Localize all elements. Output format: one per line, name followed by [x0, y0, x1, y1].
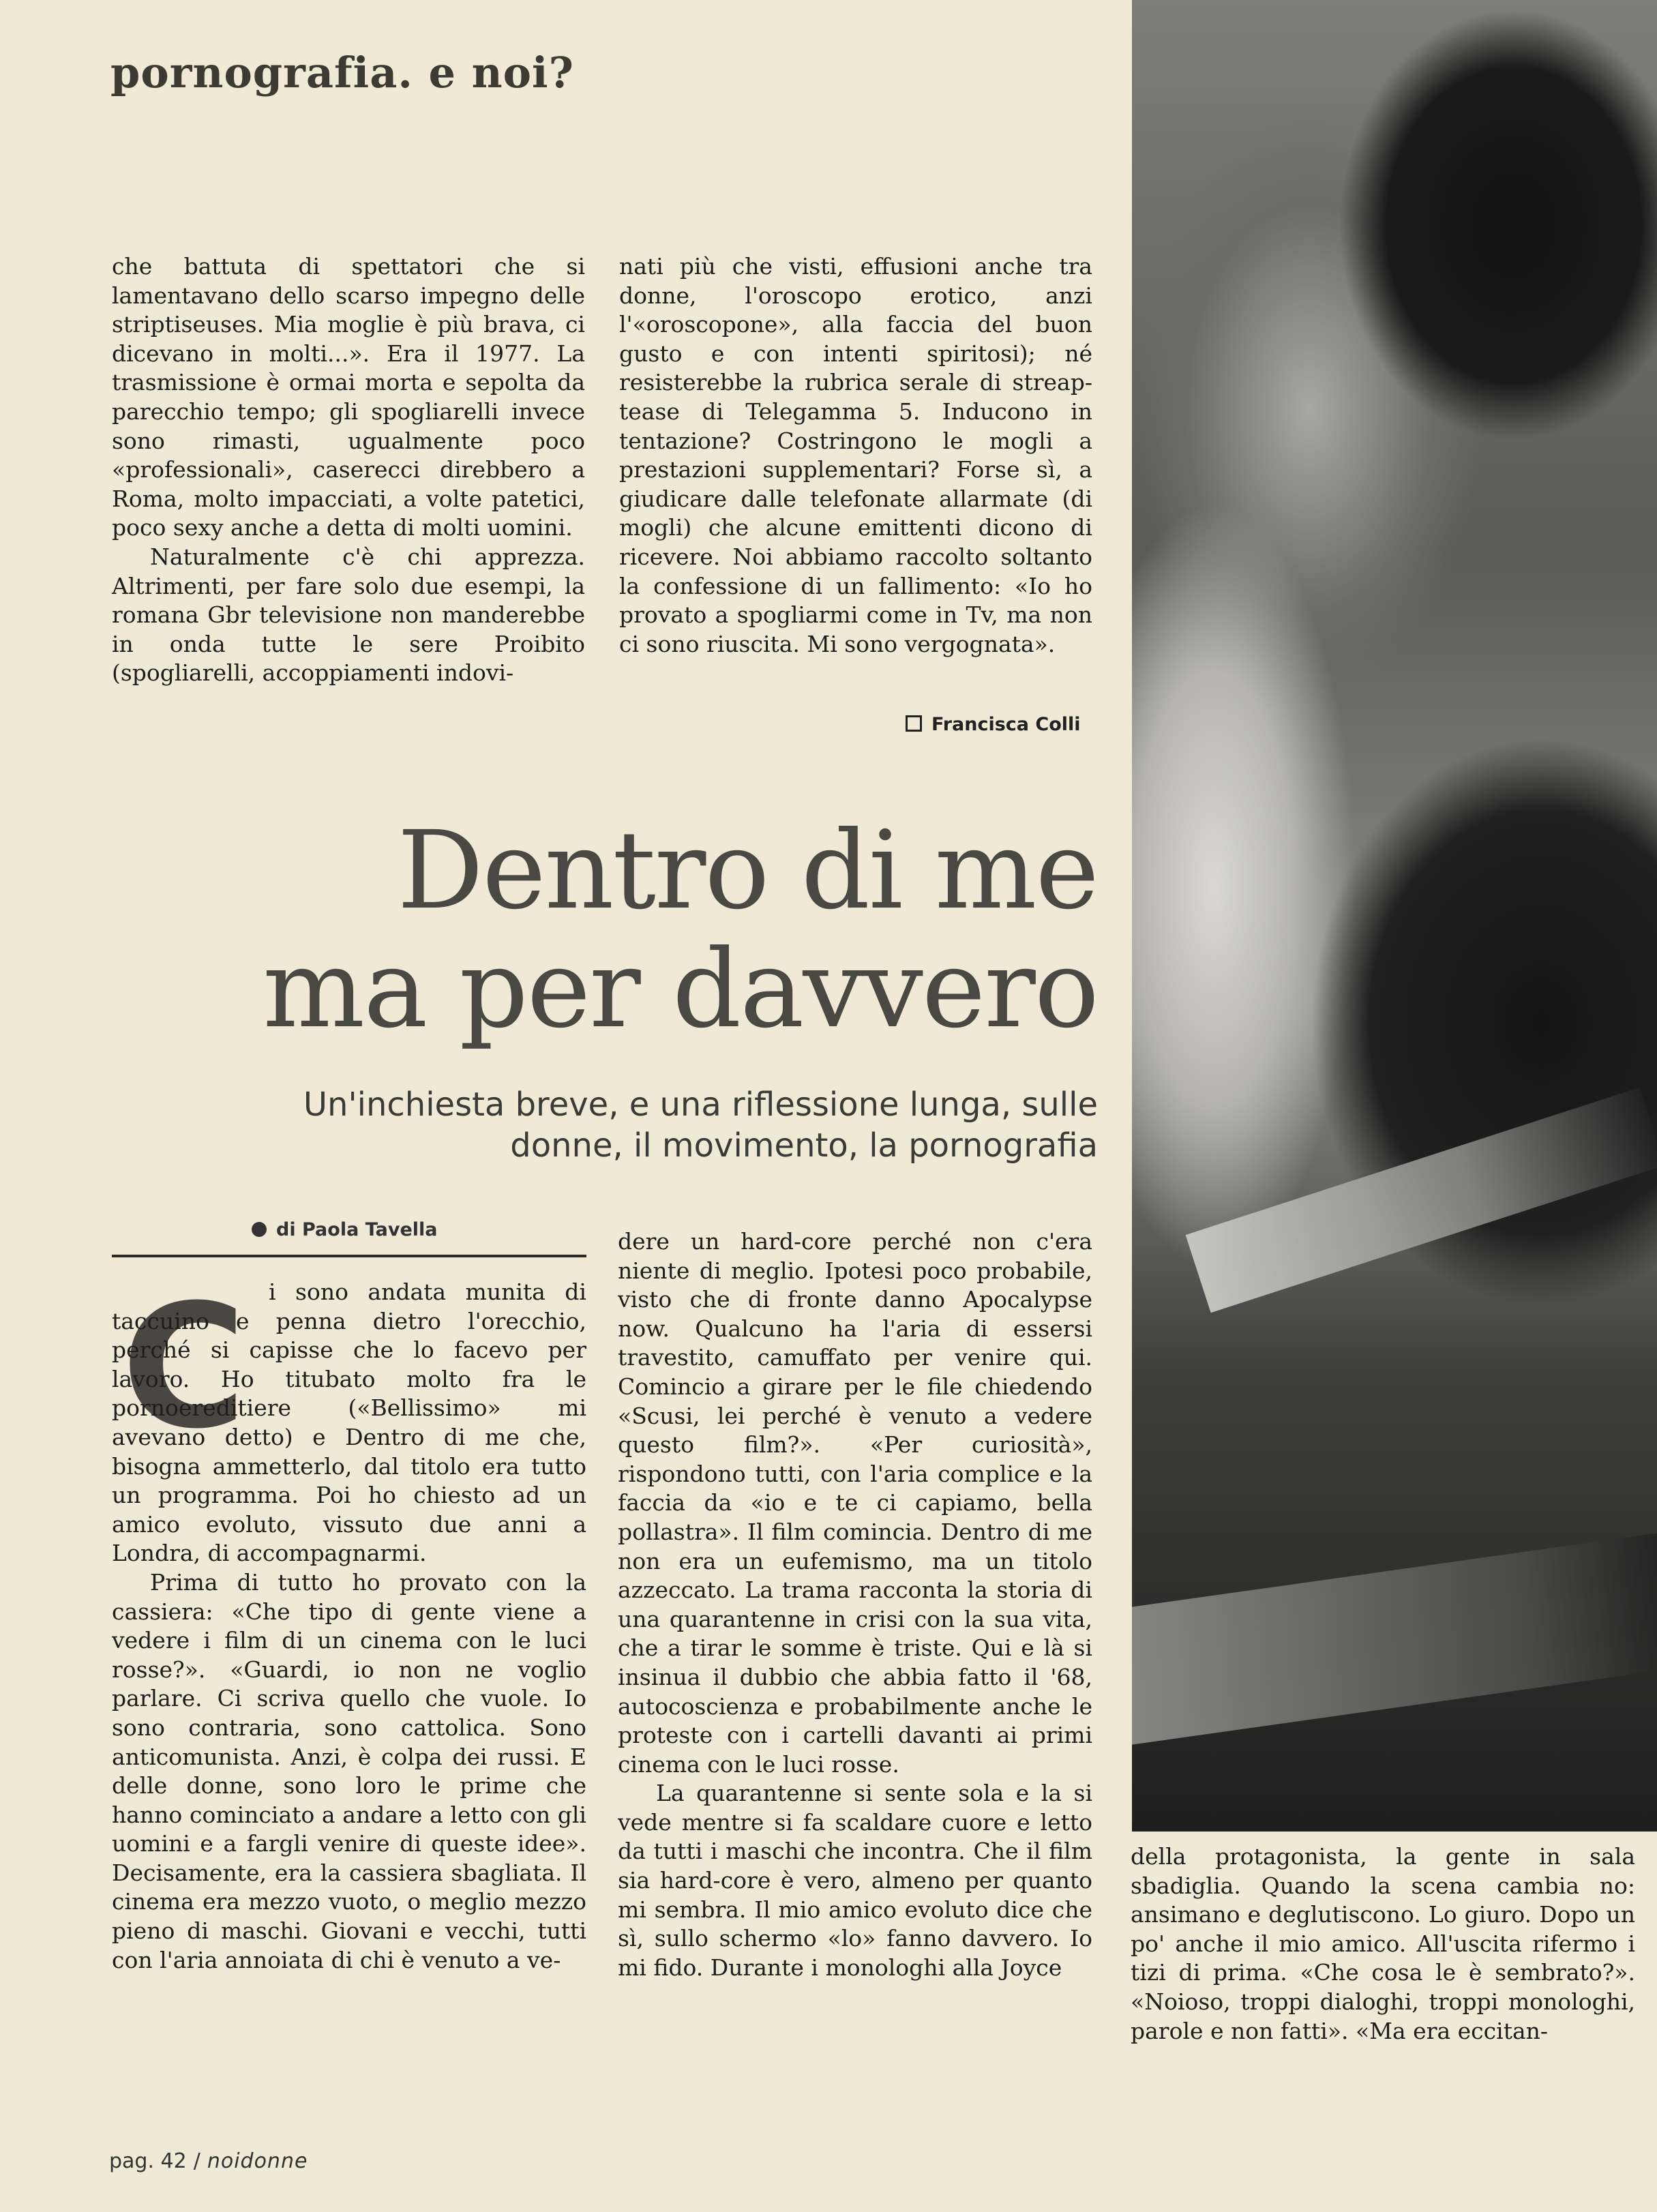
paragraph: dere un hard-core perché non c'era niente di meglio. Ipotesi poco probabile, visto che di fronte danno Apocalypse now. Qualcuno ha l'aria di essersi travestito, camuffato per venire qui. Comincio a girare per le file chiedendo «Scusi, lei perché è venuto a vedere questo film?». «Per curiosità», rispondono tutti, con l'aria complice e la faccia da «io e te ci capiamo, bella pollastra». Il film comincia. Dentro di me non era un eufemismo, ma un titolo azzeccato. La trama racconta la storia di una quarantenne in crisi con la sua vita, che a tirar le somme è triste. Qui e là si insinua il dubbio che abbia fatto il '68, autocoscienza e probabilmente anche le proteste con i cartelli davanti ai primi cinema con le luci rosse. — [618, 1228, 1092, 1778]
paragraph: i sono andata munita di taccuino e penna dietro l'orecchio, perché si capisse che lo facevo per lavoro. Ho titubato molto fra le pornoereditiere («Bellissimo» mi avevano detto) e Dentro di me che, bisogna ammetterlo, dal titolo era tutto un programma. Poi ho chiesto ad un amico evoluto, vissuto due anni a Londra, di accompagnarmi. — [112, 1279, 586, 1567]
paragraph: della protagonista, la gente in sala sbadiglia. Quando la scena cambia no: ansimano e deglutiscono. Lo giuro. Dopo un po' anche il mio amico. All'uscita rifermo i tizi di prima. «Che cosa le è sembrato?». «Noioso, troppi dialoghi, troppi monologhi, parole e non fatti». «Ma era eccitan- — [1131, 1843, 1635, 2044]
photo-shading — [1132, 1526, 1657, 1746]
headline-line-2: ma per davvero — [263, 927, 1098, 1052]
body-column-3 — [1131, 1842, 1635, 2046]
paragraph: Naturalmente c'è chi apprezza. Altrimenti, per fare solo due esempi, la romana Gbr televisione non manderebbe in onda tutte le sere Proibito (spogliarelli, accoppiamenti indovi- — [112, 543, 585, 687]
body-column-1 — [112, 1268, 586, 1975]
drop-cap: C — [121, 1268, 247, 1466]
subtitle — [136, 1084, 1098, 1166]
subtitle-line-1: Un'inchiesta breve, e una riflessione lunga, sulle — [303, 1086, 1098, 1124]
headline — [136, 808, 1098, 1052]
section-title: pornografia. e noi? — [110, 48, 574, 98]
top-column-2 — [619, 252, 1092, 659]
top-column-1 — [112, 252, 585, 688]
magazine-name: noidonne — [207, 2149, 308, 2173]
square-bullet-icon — [906, 715, 922, 732]
bullet-icon — [252, 1222, 267, 1237]
photograph — [1132, 0, 1657, 1832]
paragraph: nati più che visti, effusioni anche tra donne, l'oroscopo erotico, anzi l'«oroscopone», alla faccia del buon gusto e con intenti spiritosi); né resisterebbe la rubrica serale di streap-tease di Telegamma 5. Inducono in tentazione? Costringono le mogli a prestazioni supplementari? Forse sì, a giudicare dalle telefonate allarmate (di mogli) che alcune emittenti dicono di ricevere. Noi abbiamo raccolto soltanto la confessione di un fallimento: «Io ho provato a spogliarmi come in Tv, ma non ci sono riuscita. Mi sono vergognata». — [619, 253, 1092, 657]
subtitle-line-2: donne, il movimento, la pornografia — [510, 1126, 1098, 1165]
byline-author: di Paola Tavella — [276, 1219, 438, 1240]
author-signature — [906, 714, 1081, 735]
photo-shading — [1186, 1088, 1657, 1313]
paragraph: Prima di tutto ho provato con la cassiera: «Che tipo di gente viene a vedere i film di un cinema con le luci rosse?». «Guardi, io non ne voglio parlare. Ci scriva quello che vuole. Io sono contraria, sono cattolica. Sono anticomunista. Anzi, è colpa dei russi. E delle donne, sono loro le prime che hanno cominciato a andare a letto con gli uomini e a fargli venire di queste idee». Decisamente, era la cassiera sbagliata. Il cinema era mezzo vuoto, o meglio mezzo pieno di maschi. Giovani e vecchi, tutti con l'aria annoiata di chi è venuto a ve- — [112, 1568, 586, 1973]
page-number: pag. 42 — [109, 2149, 187, 2173]
headline-line-1: Dentro di me — [397, 808, 1098, 933]
byline — [112, 1219, 586, 1257]
paragraph: La quarantenne si sente sola e la si vede mentre si fa scaldare cuore e letto da tutti i maschi che incontra. Che il film sia hard-core è vero, almeno per quanto mi sembra. Il mio amico evoluto dice che sì, sullo schermo «lo» fanno davvero. Io mi fido. Durante i monologhi alla Joyce — [618, 1780, 1092, 1981]
body-column-2 — [618, 1227, 1092, 1982]
page-footer — [109, 2149, 308, 2173]
paragraph: che battuta di spettatori che si lamentavano dello scarso impegno delle striptiseuses. Mia moglie è più brava, ci dicevano in molti...». Era il 1977. La trasmissione è ormai morta e sepolta da parecchio tempo; gli spogliarelli invece sono rimasti, ugualmente poco «professionali», casereccі direbbero a Roma, molto impacciati, a volte patetici, poco sexy anche a detta di molti uomini. — [112, 253, 585, 541]
signature-name: Francisca Colli — [931, 714, 1081, 735]
footer-separator: / — [193, 2149, 200, 2173]
